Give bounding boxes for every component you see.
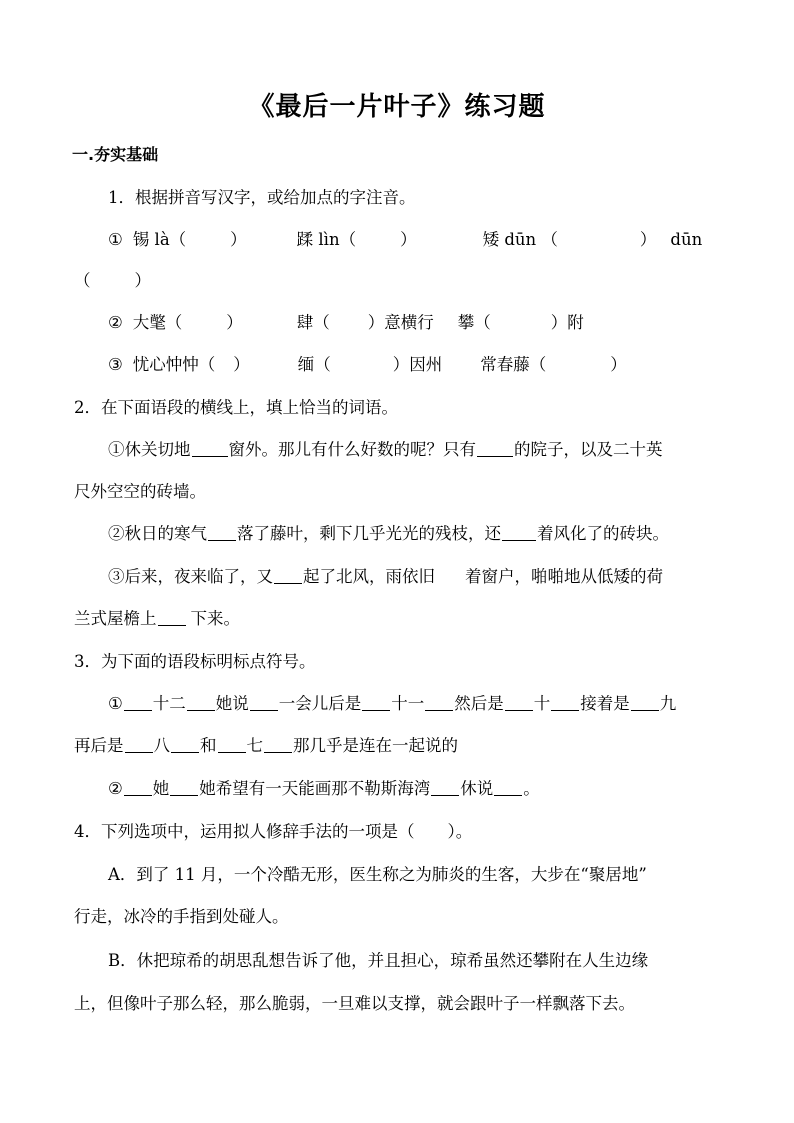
blank-line[interactable] (477, 440, 513, 457)
paragraph-text: 休说 (460, 779, 494, 798)
blank-line[interactable] (125, 736, 153, 753)
paragraph-text: 她说 (215, 694, 249, 713)
paragraph-text: ①休关切地 (108, 440, 191, 459)
blank-line[interactable] (505, 694, 533, 711)
question-3-paragraph-2 (108, 778, 540, 800)
item-text: 忧心忡忡（ (132, 355, 216, 374)
paragraph-text: 着窗户，啪啪地从低矮的荷 (465, 567, 663, 586)
item-text: 锡 là（ (132, 230, 187, 249)
item-text: ）附 (550, 313, 584, 332)
item-text: 攀（ (457, 313, 491, 332)
paragraph-text: 落了藤叶，剩下几乎光光的残枝，还 (237, 524, 501, 543)
paragraph-text: 然后是 (454, 694, 504, 713)
question-3-paragraph-1 (108, 693, 676, 715)
item-text: ） (233, 355, 250, 374)
paragraph-text: ② (108, 779, 123, 798)
paragraph-text: 那几乎是连在一起说的 (293, 736, 458, 755)
item-text: ） (230, 230, 247, 249)
option-a-line-2: 行走，冰冷的手指到处碰人。 (74, 907, 289, 926)
blank-line[interactable] (502, 524, 536, 541)
blank-line[interactable] (192, 440, 228, 457)
question-2-prompt: 2．在下面语段的横线上，填上恰当的词语。 (74, 398, 398, 417)
item-text: 大氅（ (132, 313, 183, 332)
paragraph-text: 兰式屋檐上 (74, 609, 157, 628)
blank-line[interactable] (250, 694, 278, 711)
item-text: ） (400, 230, 417, 249)
paragraph-text: 下来。 (190, 609, 240, 628)
item-text: ） (639, 230, 657, 249)
paragraph-text: 七 (246, 736, 263, 755)
item-text: ）意横行 (367, 313, 434, 332)
blank-line[interactable] (170, 779, 198, 796)
item-text: 矮 dūn （ (482, 230, 558, 249)
paragraph-text: 一会儿后是 (278, 694, 362, 713)
blank-line[interactable] (187, 694, 215, 711)
question-2-paragraph-1 (108, 439, 663, 461)
blank-line[interactable] (362, 694, 390, 711)
question-1-row-1-wrap (74, 270, 151, 292)
item-text: dūn (670, 230, 703, 249)
paragraph-text: 九 (659, 694, 677, 713)
page-title: 《最后一片叶子》练习题 (248, 92, 546, 122)
paragraph-text: 着风化了的砖块。 (537, 524, 669, 543)
item-text: 蹂 lìn（ (296, 230, 357, 249)
paragraph-text: 。 (523, 779, 540, 798)
question-1-row-1 (108, 229, 702, 251)
question-2-paragraph-3 (108, 566, 663, 588)
blank-line[interactable] (274, 567, 302, 584)
question-1-row-3 (108, 354, 627, 376)
question-1-prompt: 1．根据拼音写汉字，或给加点的字注音。 (108, 188, 416, 207)
blank-line[interactable] (158, 609, 186, 626)
paragraph-text: 起了北风，雨依旧 (303, 567, 435, 586)
blank-line[interactable] (218, 736, 246, 753)
paragraph-text: 再后是 (74, 736, 124, 755)
row-marker: ① (108, 230, 123, 249)
blank-line[interactable] (425, 694, 453, 711)
question-2-paragraph-2 (108, 523, 669, 545)
section-heading: 一.夯实基础 (72, 145, 159, 164)
blank-line[interactable] (631, 694, 659, 711)
item-text: ） (134, 271, 151, 290)
paragraph-text: 的院子，以及二十英 (514, 440, 663, 459)
blank-line[interactable] (171, 736, 199, 753)
paragraph-text: 和 (200, 736, 217, 755)
paragraph-text: ②秋日的寒气 (108, 524, 207, 543)
item-text: ） (226, 313, 243, 332)
paragraph-text: 她 (152, 779, 170, 798)
question-4-prompt: 4．下列选项中，运用拟人修辞手法的一项是（ ）。 (74, 822, 473, 841)
blank-line[interactable] (124, 779, 152, 796)
blank-line[interactable] (124, 694, 152, 711)
item-text: ） (610, 355, 627, 374)
paragraph-text: ① (108, 694, 123, 713)
blank-line[interactable] (551, 694, 579, 711)
row-marker: ② (108, 313, 123, 332)
paragraph-text: 接着是 (580, 694, 630, 713)
item-text: 缅（ (297, 355, 331, 374)
paragraph-text: 十一 (391, 694, 425, 713)
blank-line[interactable] (431, 779, 459, 796)
item-text: 肆（ (296, 313, 330, 332)
blank-line[interactable] (208, 524, 236, 541)
blank-line[interactable] (494, 779, 522, 796)
question-3-prompt: 3．为下面的语段标明标点符号。 (74, 652, 316, 671)
paragraph-text: ③后来，夜来临了，又 (108, 567, 273, 586)
paragraph-text: 十二 (152, 694, 186, 713)
item-text: ）因州 (392, 355, 443, 374)
item-text: 常春藤（ (480, 355, 547, 374)
paragraph-text: 十 (533, 694, 551, 713)
option-b-line-2: 上，但像叶子那么轻，那么脆弱，一旦难以支撑，就会跟叶子一样飘落下去。 (74, 994, 635, 1013)
question-1-row-2 (108, 312, 584, 334)
paragraph-text: 她希望有一天能画那不勒斯海湾 (199, 779, 431, 798)
question-2-paragraph-1-cont: 尺外空空的砖墙。 (74, 482, 206, 501)
question-3-paragraph-1-cont (74, 735, 458, 757)
question-2-paragraph-3-cont (74, 608, 240, 630)
paragraph-text: 八 (153, 736, 170, 755)
row-marker: ③ (108, 355, 123, 374)
blank-line[interactable] (264, 736, 292, 753)
paragraph-text: 窗外。那儿有什么好数的呢？只有 (228, 440, 476, 459)
item-text: （ (74, 271, 91, 290)
option-b-line-1: B．休把琼希的胡思乱想告诉了他，并且担心，琼希虽然还攀附在人生边缘 (108, 951, 649, 970)
option-a-line-1: A．到了 11 月，一个冷酷无形，医生称之为肺炎的生客，大步在“聚居地” (108, 865, 647, 884)
